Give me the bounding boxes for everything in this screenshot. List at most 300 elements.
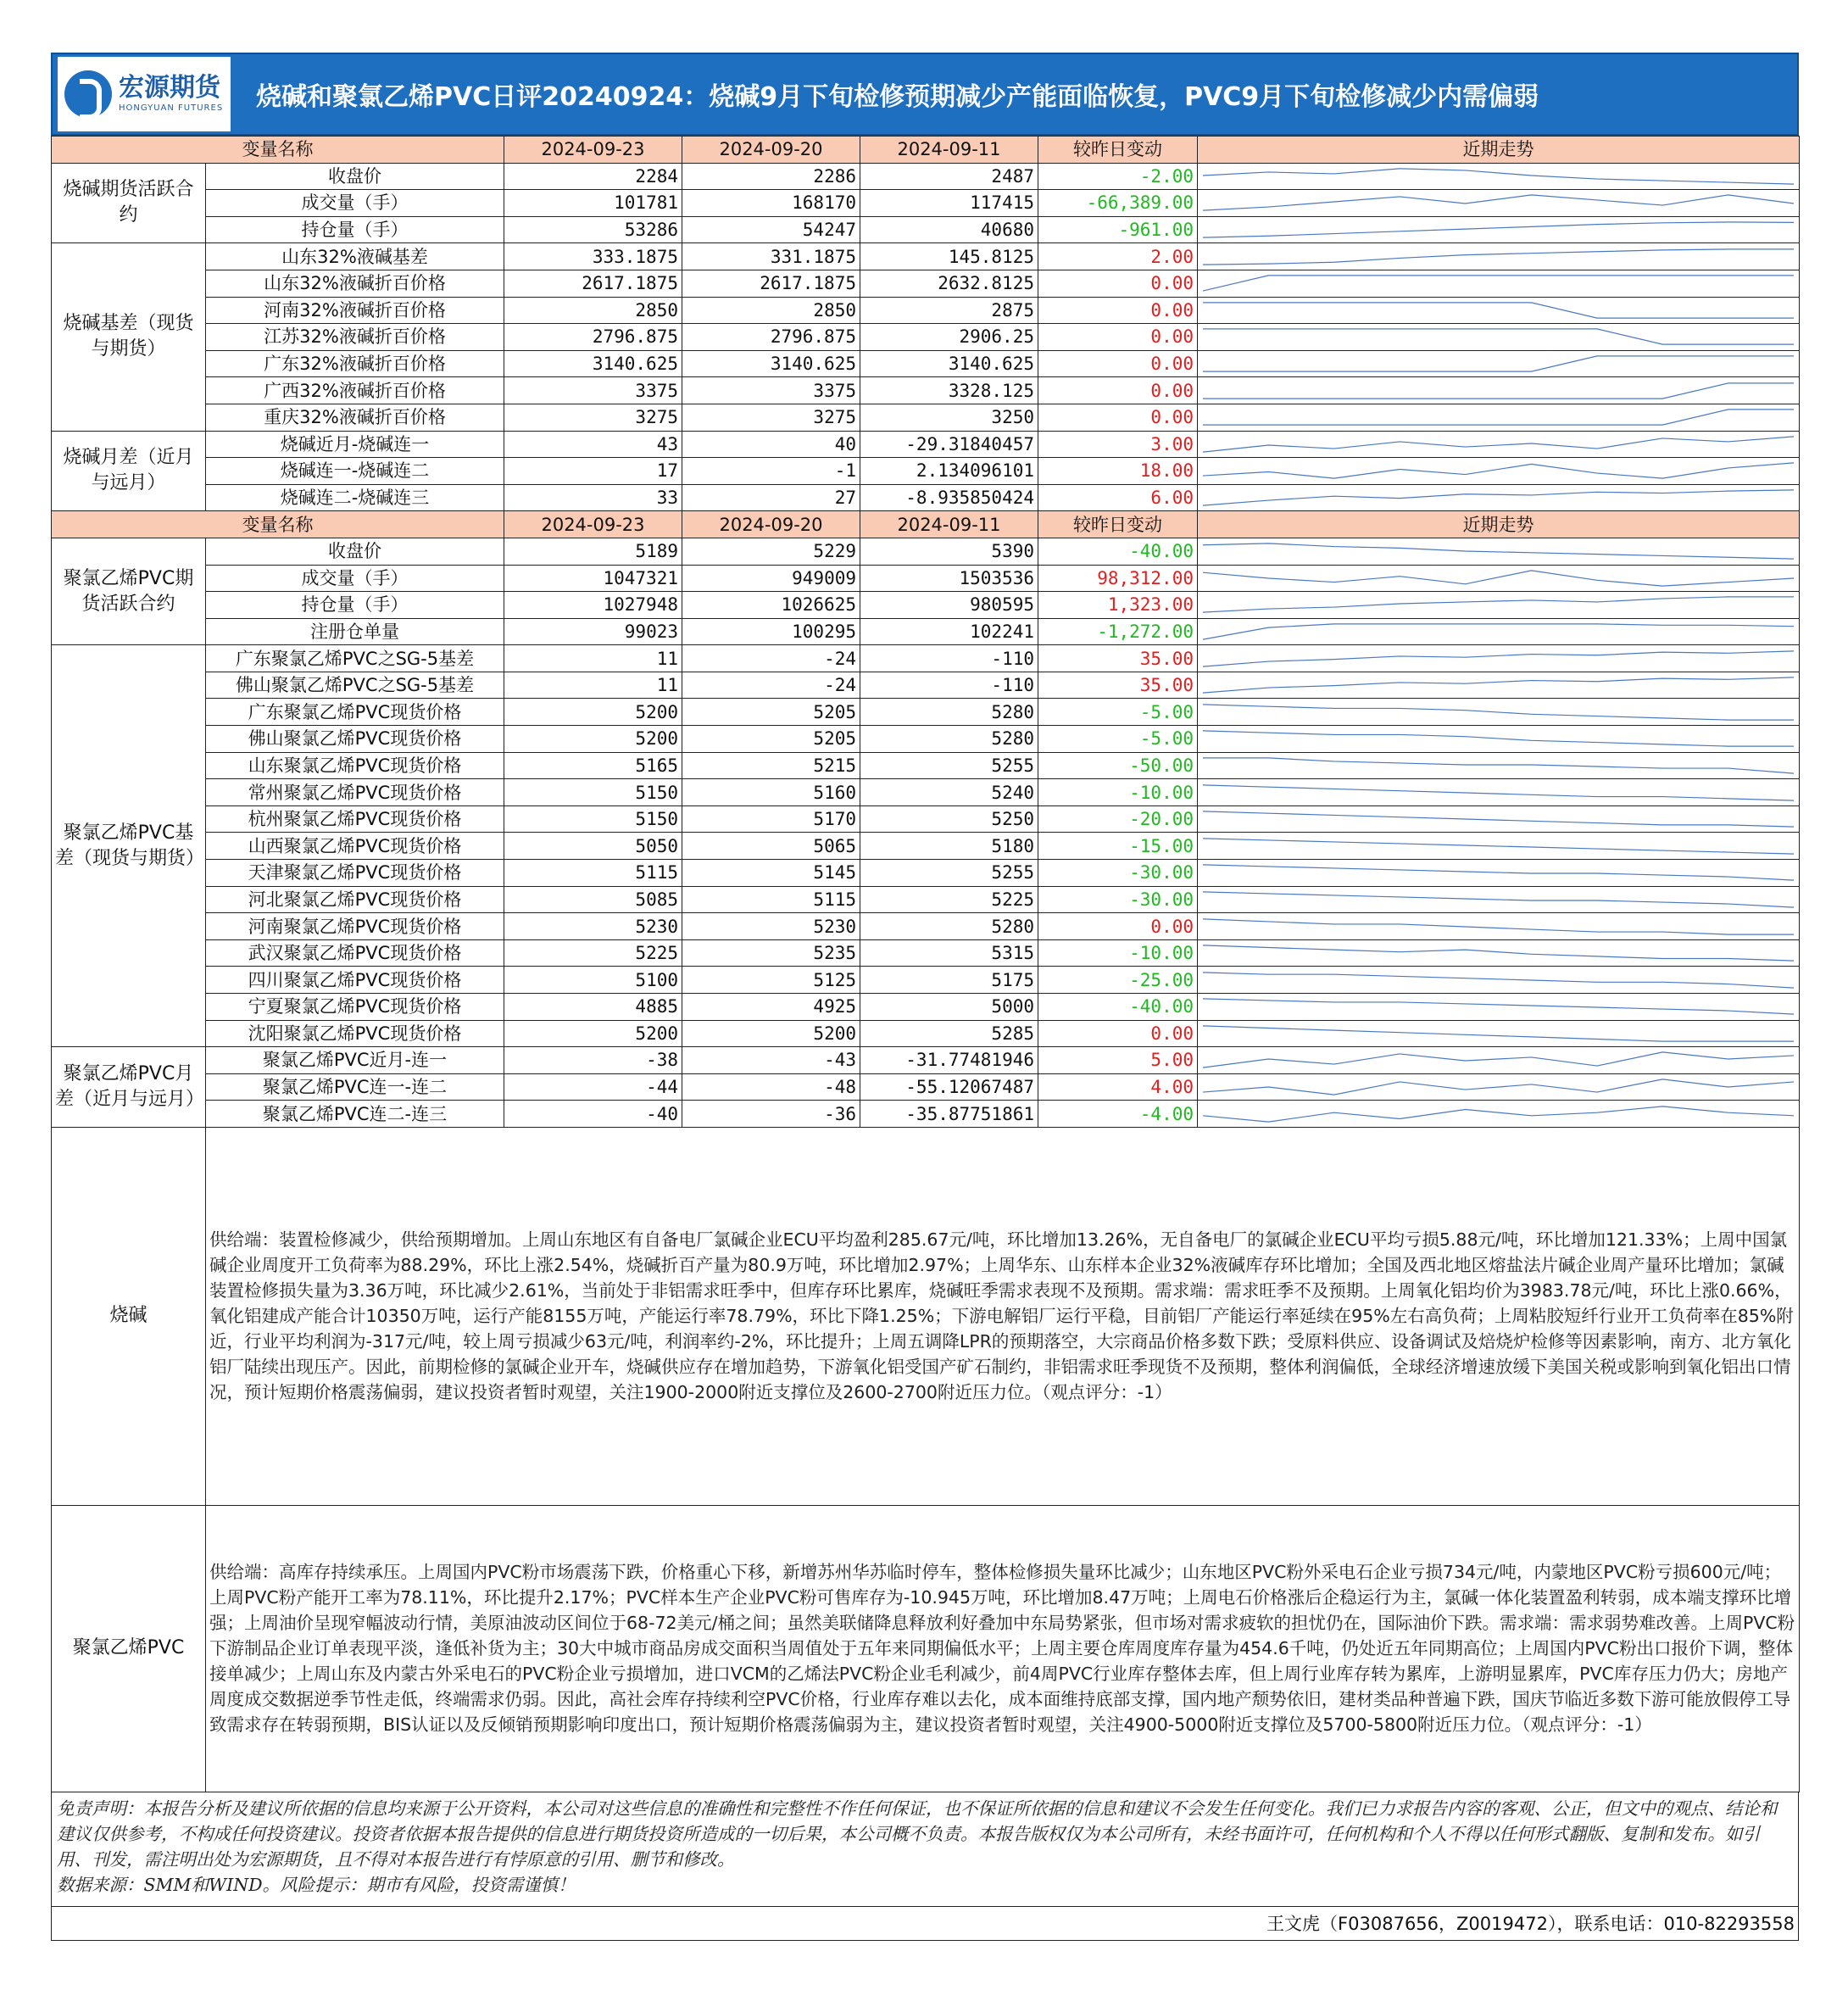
- trend-line: [1203, 650, 1794, 666]
- value-cell: 2875: [860, 297, 1038, 324]
- value-cell: -110: [860, 645, 1038, 672]
- value-cell: 1503536: [860, 565, 1038, 592]
- table-row: [52, 324, 1800, 351]
- value-cell: 3375: [682, 377, 860, 404]
- trend-sparkline: [1203, 942, 1794, 964]
- table-row: [52, 805, 1800, 833]
- trend-line: [1203, 410, 1794, 425]
- trend-cell: [1198, 779, 1800, 806]
- value-cell: 5285: [860, 1020, 1038, 1047]
- value-cell: 333.1875: [504, 243, 682, 270]
- variable-name: 烧碱连二-烧碱连三: [206, 484, 504, 511]
- commentary-label: 聚氯乙烯PVC: [52, 1505, 206, 1792]
- variable-name: 天津聚氯乙烯PVC现货价格: [206, 860, 504, 887]
- data-source: 数据来源：SMM和WIND。风险提示：期市有风险，投资需谨慎！: [57, 1874, 576, 1895]
- trend-sparkline: [1203, 165, 1794, 187]
- trend-line: [1203, 276, 1794, 291]
- change-cell: 0.00: [1038, 377, 1198, 404]
- logo-name-en: HONGYUAN FUTURES: [119, 103, 224, 113]
- trend-cell: [1198, 699, 1800, 726]
- trend-sparkline: [1203, 782, 1794, 804]
- commentary-text: 供给端：高库存持续承压。上周国内PVC粉市场震荡下跌，价格重心下移，新增苏州华苏临时停车，整体检修损失量环比减少；山东地区PVC粉外采电石企业亏损734元/吨，内蒙地区PVC粉亏损600元/吨；上周PVC粉产能开工率为78.11%，环比提升2.17%；PVC样本生产企业PVC粉可售库存为-10.945万吨，环比增加8.47万吨；上周电石价格涨后企稳运行为主，氯碱一体化装置盈利转弱，成本端支撑环比增强；上周油价呈现窄幅波动行情，美原油波动区间位于68-72美元/桶之间；虽然美联储降息释放利好叠加中东局势紧张，但市场对需求疲软的担忧仍在，国际油价下跌。需求端：需求弱势难改善。上周PVC粉下游制品企业订单表现平淡，逢低补货为主；30大中城市商品房成交面积当周值处于五年来同期偏低水平；上周主要仓库周度库存量为454.6千吨，仍处近五年同期高位；上周国内PVC粉出口报价下调，整体接单减少；上周山东及内蒙古外采电石的PVC粉企业亏损增加，进口VCM的乙烯法PVC粉企业毛利减少，前4周PVC行业库存整体去库，但上周行业库存转为累库，上游明显累库，PVC库存压力仍大；房地产周度成交数据逆季节性走低，终端需求仍弱。因此，高社会库存持续利空PVC价格，行业库存难以去化，成本面维持底部支撑，国内地产颓势依旧，建材类品种普遍下跌，国庆节临近多数下游可能放假停工导致需求存在转弱预期，BIS认证以及反倾销预期影响印度出口，预计短期价格震荡偏弱为主，建议投资者暂时观望，关注4900-5000附近支撑位及5700-5800附近压力位。（观点评分：-1）: [206, 1505, 1800, 1792]
- value-cell: 99023: [504, 618, 682, 645]
- trend-line: [1203, 945, 1794, 961]
- value-cell: 2.134096101: [860, 458, 1038, 485]
- change-cell: -50.00: [1038, 752, 1198, 779]
- change-cell: -40.00: [1038, 994, 1198, 1021]
- table-row: [52, 216, 1800, 243]
- commentary-row: [52, 1127, 1800, 1505]
- variable-name: 成交量（手）: [206, 565, 504, 592]
- column-header: 近期走势: [1198, 137, 1800, 164]
- table-row: [52, 270, 1800, 297]
- value-cell: 53286: [504, 216, 682, 243]
- variable-name: 持仓量（手）: [206, 592, 504, 619]
- value-cell: 1026625: [682, 592, 860, 619]
- value-cell: -31.77481946: [860, 1047, 1038, 1074]
- value-cell: 3275: [682, 404, 860, 431]
- change-cell: 6.00: [1038, 484, 1198, 511]
- trend-cell: [1198, 886, 1800, 913]
- change-cell: 0.00: [1038, 1020, 1198, 1047]
- table-row: [52, 431, 1800, 458]
- report-sheet: [51, 53, 1799, 1941]
- variable-name: 四川聚氯乙烯PVC现货价格: [206, 967, 504, 994]
- value-cell: 5280: [860, 726, 1038, 753]
- value-cell: -36: [682, 1101, 860, 1128]
- trend-line: [1203, 892, 1794, 907]
- change-cell: -4.00: [1038, 1101, 1198, 1128]
- trend-line: [1203, 918, 1794, 934]
- value-cell: 54247: [682, 216, 860, 243]
- value-cell: 1047321: [504, 565, 682, 592]
- change-cell: 0.00: [1038, 324, 1198, 351]
- variable-name: 收盘价: [206, 163, 504, 190]
- group-label: 聚氯乙烯PVC月差（近月与远月）: [52, 1047, 206, 1128]
- variable-name: 成交量（手）: [206, 190, 504, 217]
- disclaimer-text: 免责声明：本报告分析及建议所依据的信息均来源于公开资料，本公司对这些信息的准确性和完整性不作任何保证，也不保证所依据的信息和建议不会发生任何变化。我们已力求报告内容的客观、公正，但文中的观点、结论和建议仅供参考，不构成任何投资建议。投资者依据本报告提供的信息进行期货投资所造成的一切后果，本公司概不负责。本报告版权仅为本公司所有，未经书面许可，任何机构和个人不得以任何形式翻版、复制和发布。如引用、刊发，需注明出处为宏源期货，且不得对本报告进行有悖原意的引用、删节和修改。: [57, 1798, 1778, 1870]
- value-cell: 2796.875: [504, 324, 682, 351]
- change-cell: -10.00: [1038, 939, 1198, 967]
- trend-sparkline: [1203, 621, 1794, 643]
- trend-cell: [1198, 538, 1800, 565]
- trend-cell: [1198, 618, 1800, 645]
- table-row: [52, 592, 1800, 619]
- change-cell: -30.00: [1038, 886, 1198, 913]
- trend-sparkline: [1203, 674, 1794, 696]
- change-cell: 1,323.00: [1038, 592, 1198, 619]
- group-label: 聚氯乙烯PVC基差（现货与期货）: [52, 645, 206, 1047]
- trend-cell: [1198, 1020, 1800, 1047]
- value-cell: 40: [682, 431, 860, 458]
- trend-line: [1203, 463, 1794, 478]
- trend-line: [1203, 1106, 1794, 1122]
- change-cell: 18.00: [1038, 458, 1198, 485]
- hongyuan-logo: [58, 57, 231, 131]
- trend-cell: [1198, 1073, 1800, 1101]
- variable-name: 烧碱近月-烧碱连一: [206, 431, 504, 458]
- trend-cell: [1198, 404, 1800, 431]
- trend-line: [1203, 383, 1794, 399]
- trend-line: [1203, 1026, 1794, 1041]
- value-cell: -110: [860, 672, 1038, 699]
- variable-name: 山东32%液碱折百价格: [206, 270, 504, 297]
- trend-sparkline: [1203, 487, 1794, 509]
- trend-line: [1203, 811, 1794, 827]
- variable-name: 重庆32%液碱折百价格: [206, 404, 504, 431]
- trend-line: [1203, 490, 1794, 505]
- change-cell: 3.00: [1038, 431, 1198, 458]
- value-cell: 5170: [682, 805, 860, 833]
- value-cell: 2632.8125: [860, 270, 1038, 297]
- value-cell: 3140.625: [860, 350, 1038, 377]
- column-header: 2024-09-23: [504, 511, 682, 538]
- trend-line: [1203, 677, 1794, 693]
- value-cell: 145.8125: [860, 243, 1038, 270]
- variable-name: 佛山聚氯乙烯PVC现货价格: [206, 726, 504, 753]
- change-cell: 98,312.00: [1038, 565, 1198, 592]
- value-cell: 2487: [860, 163, 1038, 190]
- variable-name: 烧碱连一-烧碱连二: [206, 458, 504, 485]
- table-row: [52, 886, 1800, 913]
- column-header: 变量名称: [52, 511, 504, 538]
- value-cell: 5175: [860, 967, 1038, 994]
- value-cell: 1027948: [504, 592, 682, 619]
- trend-sparkline: [1203, 1049, 1794, 1071]
- trend-sparkline: [1203, 727, 1794, 750]
- trend-cell: [1198, 994, 1800, 1021]
- value-cell: -8.935850424: [860, 484, 1038, 511]
- value-cell: 5205: [682, 699, 860, 726]
- change-cell: 35.00: [1038, 645, 1198, 672]
- trend-sparkline: [1203, 835, 1794, 857]
- table-row: [52, 645, 1800, 672]
- change-cell: -5.00: [1038, 726, 1198, 753]
- column-header-row: [52, 511, 1800, 538]
- value-cell: 3328.125: [860, 377, 1038, 404]
- trend-sparkline: [1203, 1076, 1794, 1098]
- trend-cell: [1198, 672, 1800, 699]
- column-header: 变量名称: [52, 137, 504, 164]
- column-header: 2024-09-20: [682, 137, 860, 164]
- trend-sparkline: [1203, 648, 1794, 670]
- value-cell: 980595: [860, 592, 1038, 619]
- trend-line: [1203, 1052, 1794, 1067]
- table-row: [52, 190, 1800, 217]
- variable-name: 山东32%液碱基差: [206, 243, 504, 270]
- trend-sparkline: [1203, 219, 1794, 241]
- value-cell: -24: [682, 672, 860, 699]
- trend-line: [1203, 865, 1794, 880]
- trend-line: [1203, 329, 1794, 344]
- trend-cell: [1198, 458, 1800, 485]
- value-cell: -43: [682, 1047, 860, 1074]
- value-cell: 11: [504, 645, 682, 672]
- value-cell: 5125: [682, 967, 860, 994]
- trend-line: [1203, 839, 1794, 854]
- trend-sparkline: [1203, 272, 1794, 294]
- value-cell: 5065: [682, 833, 860, 860]
- trend-cell: [1198, 243, 1800, 270]
- variable-name: 聚氯乙烯PVC连二-连三: [206, 1101, 504, 1128]
- table-row: [52, 699, 1800, 726]
- table-row: [52, 350, 1800, 377]
- trend-cell: [1198, 967, 1800, 994]
- variable-name: 宁夏聚氯乙烯PVC现货价格: [206, 994, 504, 1021]
- value-cell: -40: [504, 1101, 682, 1128]
- variable-name: 广东32%液碱折百价格: [206, 350, 504, 377]
- trend-sparkline: [1203, 701, 1794, 723]
- value-cell: 5150: [504, 805, 682, 833]
- column-header: 近期走势: [1198, 511, 1800, 538]
- trend-cell: [1198, 565, 1800, 592]
- report-title: 烧碱和聚氯乙烯PVC日评20240924：烧碱9月下旬检修预期减少产能面临恢复，PVC9月下旬检修减少内需偏弱: [256, 82, 1539, 112]
- trend-sparkline: [1203, 246, 1794, 268]
- group-label: 聚氯乙烯PVC期货活跃合约: [52, 538, 206, 644]
- trend-line: [1203, 705, 1794, 720]
- trend-cell: [1198, 350, 1800, 377]
- value-cell: 3140.625: [682, 350, 860, 377]
- trend-sparkline: [1203, 995, 1794, 1017]
- value-cell: 3250: [860, 404, 1038, 431]
- trend-line: [1203, 1079, 1794, 1095]
- trend-line: [1203, 169, 1794, 184]
- value-cell: 3375: [504, 377, 682, 404]
- trend-line: [1203, 999, 1794, 1014]
- value-cell: 4925: [682, 994, 860, 1021]
- value-cell: 4885: [504, 994, 682, 1021]
- value-cell: 5255: [860, 752, 1038, 779]
- data-table: [51, 136, 1800, 1792]
- value-cell: 331.1875: [682, 243, 860, 270]
- trend-line: [1203, 356, 1794, 371]
- change-cell: 0.00: [1038, 350, 1198, 377]
- value-cell: 5230: [682, 913, 860, 940]
- value-cell: -1: [682, 458, 860, 485]
- value-cell: 5100: [504, 967, 682, 994]
- trend-cell: [1198, 726, 1800, 753]
- value-cell: 5229: [682, 538, 860, 565]
- value-cell: 11: [504, 672, 682, 699]
- trend-sparkline: [1203, 299, 1794, 321]
- trend-cell: [1198, 324, 1800, 351]
- variable-name: 江苏32%液碱折百价格: [206, 324, 504, 351]
- trend-cell: [1198, 805, 1800, 833]
- trend-line: [1203, 624, 1794, 639]
- table-row: [52, 779, 1800, 806]
- column-header: 2024-09-20: [682, 511, 860, 538]
- trend-cell: [1198, 592, 1800, 619]
- trend-line: [1203, 758, 1794, 773]
- analyst-contact: 王文虎（F03087656，Z0019472），联系电话：010-82293558: [51, 1907, 1799, 1941]
- variable-name: 常州聚氯乙烯PVC现货价格: [206, 779, 504, 806]
- commentary-label: 烧碱: [52, 1127, 206, 1505]
- value-cell: 27: [682, 484, 860, 511]
- value-cell: 5225: [504, 939, 682, 967]
- table-row: [52, 1101, 1800, 1128]
- trend-cell: [1198, 645, 1800, 672]
- value-cell: 5189: [504, 538, 682, 565]
- change-cell: -10.00: [1038, 779, 1198, 806]
- variable-name: 注册仓单量: [206, 618, 504, 645]
- value-cell: 33: [504, 484, 682, 511]
- variable-name: 聚氯乙烯PVC近月-连一: [206, 1047, 504, 1074]
- value-cell: 5150: [504, 779, 682, 806]
- value-cell: 168170: [682, 190, 860, 217]
- change-cell: -20.00: [1038, 805, 1198, 833]
- disclaimer: [51, 1792, 1799, 1907]
- logo-name-cn: 宏源期货: [119, 73, 220, 103]
- value-cell: 5250: [860, 805, 1038, 833]
- trend-sparkline: [1203, 861, 1794, 884]
- value-cell: 5240: [860, 779, 1038, 806]
- trend-cell: [1198, 431, 1800, 458]
- commentary-row: [52, 1505, 1800, 1792]
- trend-line: [1203, 303, 1794, 318]
- value-cell: 5225: [860, 886, 1038, 913]
- trend-sparkline: [1203, 540, 1794, 562]
- variable-name: 收盘价: [206, 538, 504, 565]
- variable-name: 河南32%液碱折百价格: [206, 297, 504, 324]
- variable-name: 杭州聚氯乙烯PVC现货价格: [206, 805, 504, 833]
- trend-line: [1203, 597, 1794, 612]
- change-cell: 0.00: [1038, 404, 1198, 431]
- value-cell: 5215: [682, 752, 860, 779]
- value-cell: 949009: [682, 565, 860, 592]
- trend-line: [1203, 784, 1794, 800]
- change-cell: -25.00: [1038, 967, 1198, 994]
- group-label: 烧碱月差（近月与远月）: [52, 431, 206, 511]
- table-row: [52, 618, 1800, 645]
- trend-sparkline: [1203, 433, 1794, 455]
- column-header-row: [52, 137, 1800, 164]
- trend-sparkline: [1203, 969, 1794, 991]
- table-row: [52, 726, 1800, 753]
- value-cell: 5200: [504, 726, 682, 753]
- value-cell: -55.12067487: [860, 1073, 1038, 1101]
- trend-cell: [1198, 913, 1800, 940]
- trend-cell: [1198, 752, 1800, 779]
- trend-cell: [1198, 1101, 1800, 1128]
- column-header: 2024-09-11: [860, 137, 1038, 164]
- trend-sparkline: [1203, 808, 1794, 830]
- column-header: 2024-09-23: [504, 137, 682, 164]
- table-row: [52, 672, 1800, 699]
- change-cell: -66,389.00: [1038, 190, 1198, 217]
- table-row: [52, 913, 1800, 940]
- table-row: [52, 404, 1800, 431]
- value-cell: 5200: [504, 699, 682, 726]
- value-cell: 5205: [682, 726, 860, 753]
- trend-sparkline: [1203, 594, 1794, 616]
- value-cell: 5115: [682, 886, 860, 913]
- trend-line: [1203, 437, 1794, 452]
- trend-line: [1203, 222, 1794, 237]
- value-cell: 40680: [860, 216, 1038, 243]
- table-row: [52, 833, 1800, 860]
- value-cell: -48: [682, 1073, 860, 1101]
- column-header: 较昨日变动: [1038, 137, 1198, 164]
- value-cell: 5160: [682, 779, 860, 806]
- change-cell: -40.00: [1038, 538, 1198, 565]
- group-label: 烧碱基差（现货与期货）: [52, 243, 206, 431]
- table-row: [52, 538, 1800, 565]
- column-header: 2024-09-11: [860, 511, 1038, 538]
- trend-sparkline: [1203, 192, 1794, 214]
- trend-cell: [1198, 833, 1800, 860]
- trend-line: [1203, 973, 1794, 988]
- trend-line: [1203, 543, 1794, 559]
- change-cell: 0.00: [1038, 913, 1198, 940]
- value-cell: 5255: [860, 860, 1038, 887]
- trend-cell: [1198, 939, 1800, 967]
- table-row: [52, 1047, 1800, 1074]
- table-row: [52, 297, 1800, 324]
- logo-mark-icon: [64, 70, 112, 118]
- group-label: 烧碱期货活跃合约: [52, 163, 206, 243]
- value-cell: 2284: [504, 163, 682, 190]
- value-cell: 5180: [860, 833, 1038, 860]
- value-cell: 5050: [504, 833, 682, 860]
- trend-sparkline: [1203, 380, 1794, 402]
- value-cell: 2617.1875: [504, 270, 682, 297]
- column-header: 较昨日变动: [1038, 511, 1198, 538]
- variable-name: 持仓量（手）: [206, 216, 504, 243]
- value-cell: -35.87751861: [860, 1101, 1038, 1128]
- commentary-text: 供给端：装置检修减少，供给预期增加。上周山东地区有自备电厂氯碱企业ECU平均盈利285.67元/吨，环比增加13.26%，无自备电厂的氯碱企业ECU平均亏损5.88元/吨，环比增加121.33%；上周中国氯碱企业周度开工负荷率为88.29%，环比上涨2.54%，烧碱折百产量为80.9万吨，环比增加2.97%；上周华东、山东样本企业32%液碱库存环比增加；全国及西北地区熔盐法片碱企业周产量环比增加；氯碱装置检修损失量为3.36万吨，环比减少2.61%，当前处于非铝需求旺季中，但库存环比累库，烧碱旺季需求表现不及预期。需求端：需求旺季不及预期。上周氧化铝均价为3983.78元/吨，环比上涨0.66%，氧化铝建成产能合计10350万吨，运行产能8155万吨，产能运行率78.79%，环比下降1.25%；下游电解铝厂运行平稳，目前铝厂产能运行率延续在95%左右高负荷；上周粘胶短纤行业开工负荷率在85%附近，行业平均利润为-317元/吨，较上周亏损减少63元/吨，利润率约-2%，环比提升；上周五调降LPR的预期落空，大宗商品价格多数下跌；受原料供应、设备调试及焙烧炉检修等因素影响，南方、北方氧化铝厂陆续出现压产。因此，前期检修的氯碱企业开车，烧碱供应存在增加趋势，下游氧化铝受国产矿石制约，非铝需求旺季现货不及预期，整体利润偏低，全球经济增速放缓下美国关税或影响到氧化铝出口情况，预计短期价格震荡偏弱，建议投资者暂时观望，关注1900-2000附近支撑位及2600-2700附近压力位。（观点评分：-1）: [206, 1127, 1800, 1505]
- value-cell: 5085: [504, 886, 682, 913]
- variable-name: 广东聚氯乙烯PVC之SG-5基差: [206, 645, 504, 672]
- value-cell: 5115: [504, 860, 682, 887]
- table-row: [52, 967, 1800, 994]
- change-cell: 0.00: [1038, 297, 1198, 324]
- trend-line: [1203, 195, 1794, 210]
- trend-sparkline: [1203, 755, 1794, 777]
- value-cell: 5200: [504, 1020, 682, 1047]
- variable-name: 广东聚氯乙烯PVC现货价格: [206, 699, 504, 726]
- change-cell: 5.00: [1038, 1047, 1198, 1074]
- trend-cell: [1198, 1047, 1800, 1074]
- value-cell: 2286: [682, 163, 860, 190]
- trend-sparkline: [1203, 406, 1794, 428]
- value-cell: -24: [682, 645, 860, 672]
- value-cell: 5280: [860, 699, 1038, 726]
- change-cell: 2.00: [1038, 243, 1198, 270]
- variable-name: 山西聚氯乙烯PVC现货价格: [206, 833, 504, 860]
- value-cell: 3140.625: [504, 350, 682, 377]
- change-cell: -30.00: [1038, 860, 1198, 887]
- value-cell: 117415: [860, 190, 1038, 217]
- variable-name: 沈阳聚氯乙烯PVC现货价格: [206, 1020, 504, 1047]
- variable-name: 河南聚氯乙烯PVC现货价格: [206, 913, 504, 940]
- value-cell: -38: [504, 1047, 682, 1074]
- change-cell: -5.00: [1038, 699, 1198, 726]
- trend-cell: [1198, 163, 1800, 190]
- trend-sparkline: [1203, 353, 1794, 375]
- trend-sparkline: [1203, 460, 1794, 482]
- table-row: [52, 939, 1800, 967]
- value-cell: 5200: [682, 1020, 860, 1047]
- value-cell: -44: [504, 1073, 682, 1101]
- variable-name: 广西32%液碱折百价格: [206, 377, 504, 404]
- value-cell: 5145: [682, 860, 860, 887]
- trend-cell: [1198, 216, 1800, 243]
- trend-line: [1203, 571, 1794, 586]
- variable-name: 河北聚氯乙烯PVC现货价格: [206, 886, 504, 913]
- trend-line: [1203, 731, 1794, 746]
- value-cell: 2906.25: [860, 324, 1038, 351]
- value-cell: 101781: [504, 190, 682, 217]
